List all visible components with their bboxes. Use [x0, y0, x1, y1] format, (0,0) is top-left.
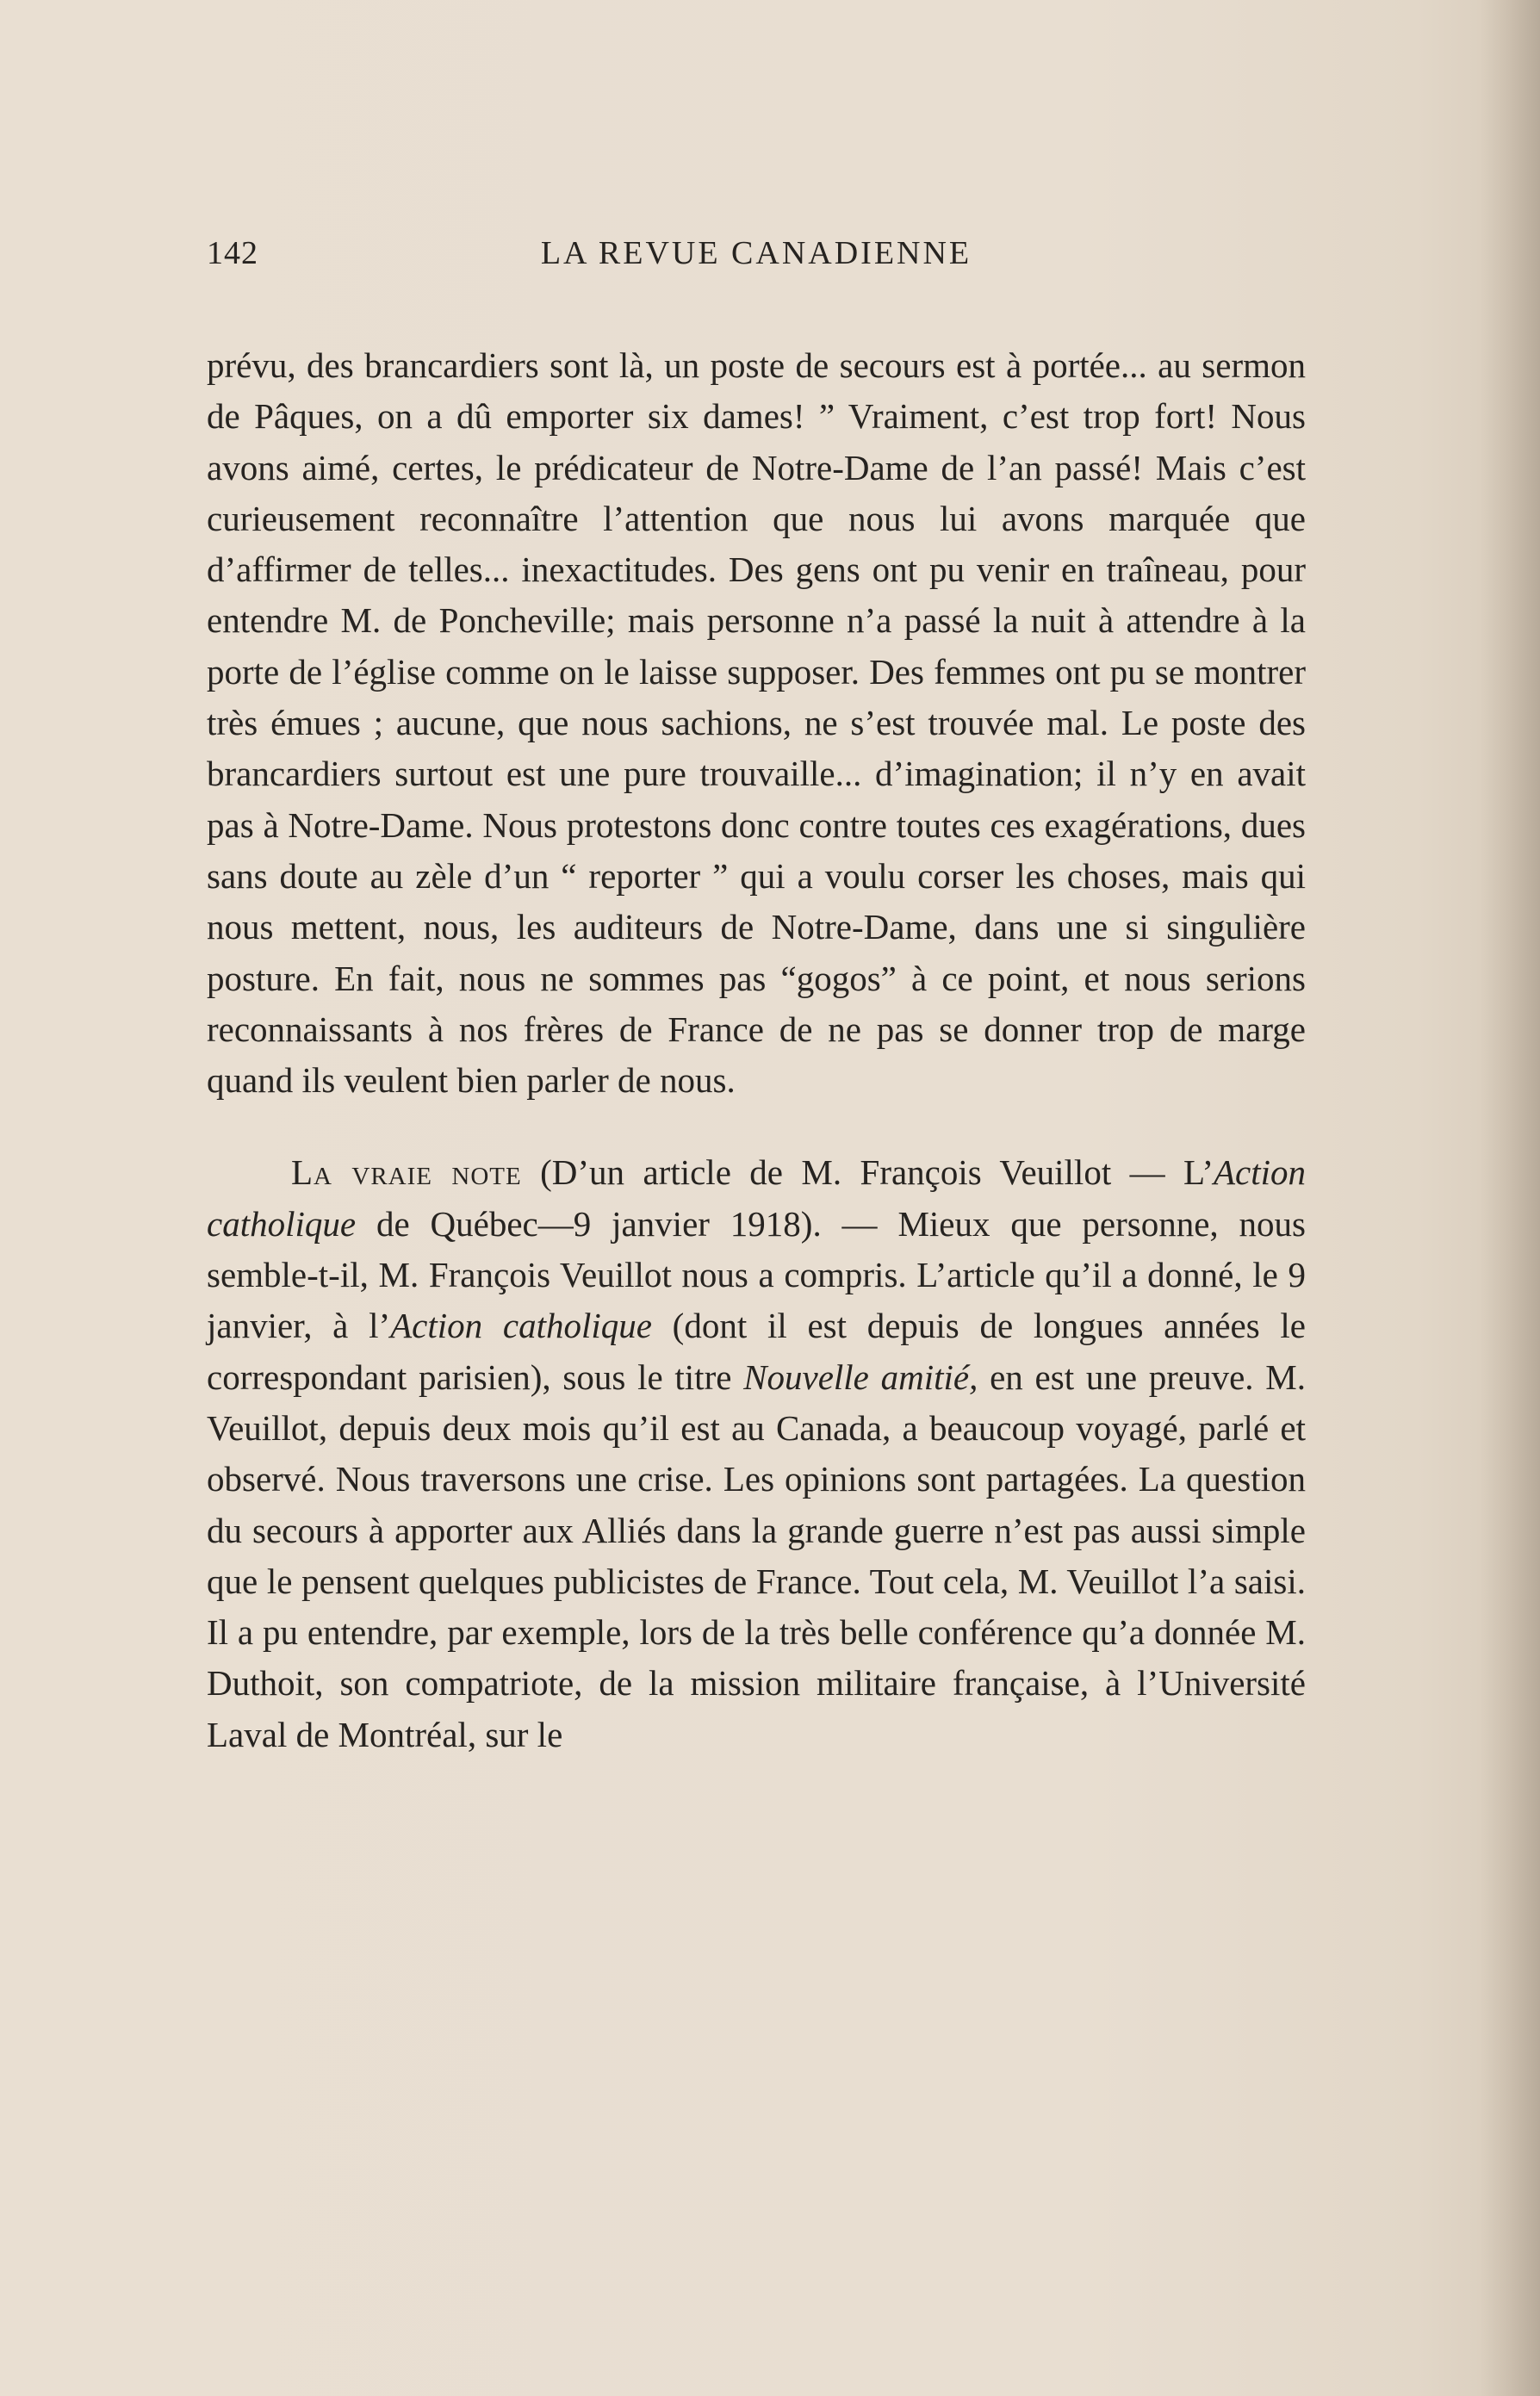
page-header	[207, 234, 1306, 276]
paragraph-2-text-c: en est une preuve. M. Veuillot, depuis deux mois qu’il est au Canada, a beaucoup voyagé, parlé et observé. Nous traversons une crise. Les opinions sont partagées. La question du secours à apporter aux Alliés dans la grande guerre n’est pas aussi simple que le pensent quelques publicistes de France. Tout cela, M. Veuillot l’a saisi. Il a pu entendre, par exemple, lors de la très belle conférence qu’a donnée M. Duthoit, son compatriote, de la mission militaire française, à l’Université Laval de Montréal, sur le	[207, 1356, 1306, 1754]
journal-reference: Action catholique	[390, 1306, 652, 1346]
source-citation-open: (D’un article de M. François Veuillot — L’	[521, 1152, 1214, 1193]
article-title-reference: Nouvelle amitié,	[743, 1356, 978, 1397]
page-binding-shadow	[1480, 0, 1540, 2396]
body-text	[207, 340, 1306, 1760]
paragraph-2-text-b: (dont il est depuis de longues années le correspondant parisien), sous le titre	[207, 1306, 1307, 1397]
paragraph-2-text-a: Mieux que personne, nous semble-t-il, M. François Veuillot nous a compris. L’article qu’il a donné, le 9 janvier, à l’	[207, 1203, 1306, 1346]
paragraph-1: prévu, des brancardiers sont là, un poste de secours est à portée... au sermon de Pâques, on a dû emporter six dames! ” Vraiment, c’est trop fort! Nous avons aimé, certes, le prédicateur de Notre-Dame de l’an passé! Mais c’est curieusement reconnaître l’attention que nous lui avons marquée que d’affirmer de telles... inexactitudes. Des gens ont pu venir en traîneau, pour entendre M. de Poncheville; mais personne n’a passé la nuit à attendre à la porte de l’église comme on le laisse supposer. Des femmes ont pu se montrer très émues ; aucune, que nous sachions, ne s’est trouvée mal. Le poste des brancardiers surtout est une pure trouvaille... d’imagination; il n’y en avait pas à Notre-Dame. Nous protestons donc contre toutes ces exagérations, dues sans doute au zèle d’un “ reporter ” qui a voulu corser les choses, mais qui nous mettent, nous, les auditeurs de Notre-Dame, dans une si singulière posture. En fait, nous ne sommes pas “gogos” à ce point, et nous serions reconnaissants à nos frères de France de ne pas se donner trop de marge quand ils veulent bien parler de nous.	[207, 345, 1306, 1101]
section-heading: La vraie note	[291, 1152, 522, 1193]
paragraph-2	[207, 1147, 1306, 1760]
page-number: 142	[207, 235, 258, 271]
source-citation-close: de Québec—9 janvier 1918). —	[356, 1203, 898, 1244]
running-head: LA REVUE CANADIENNE	[540, 235, 972, 271]
source-journal-title: Action catholique	[207, 1152, 1306, 1244]
